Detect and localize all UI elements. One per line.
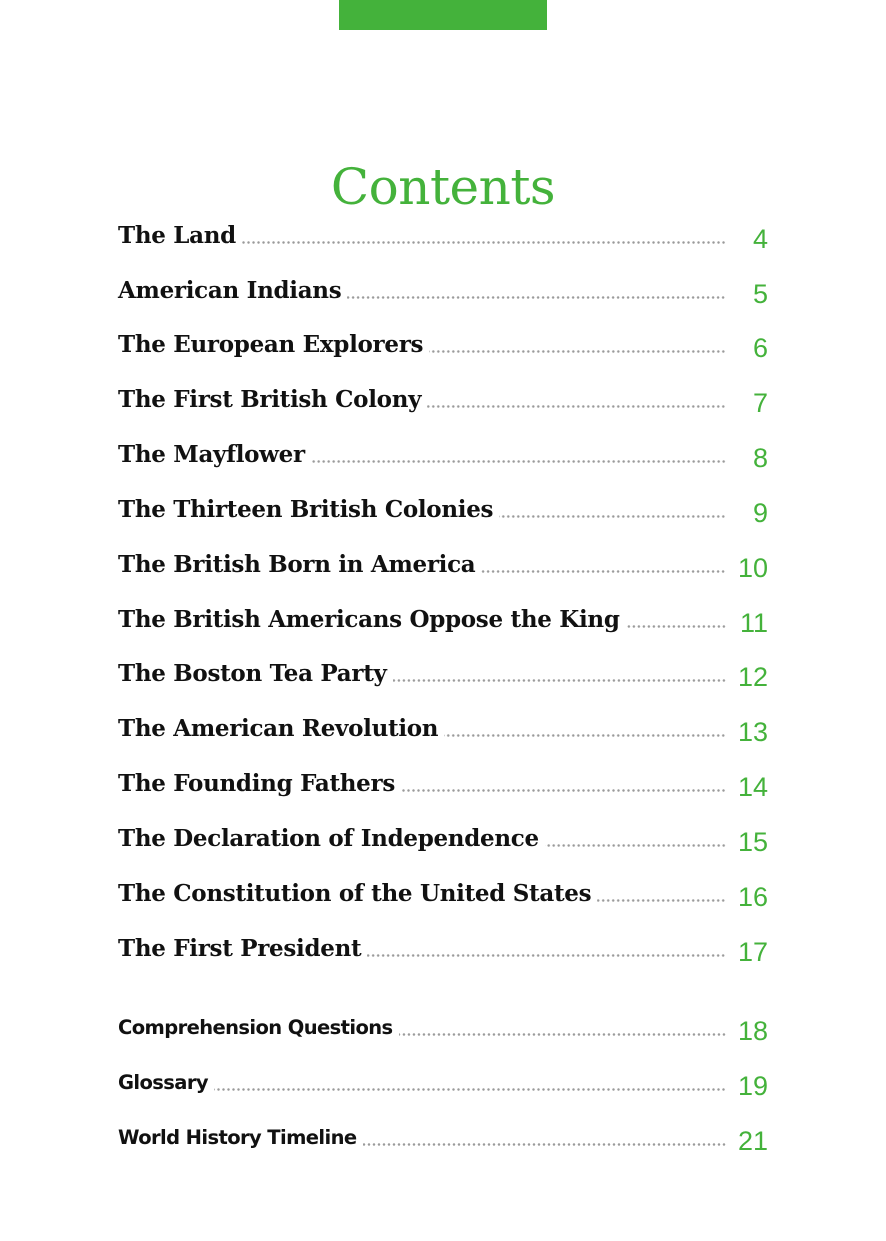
- toc-entry-title: The First British Colony: [118, 386, 422, 413]
- toc-entry-page: 21: [737, 1126, 768, 1156]
- toc-entry[interactable]: [118, 540, 768, 583]
- toc-entry-title: The British Born in America: [118, 551, 476, 578]
- toc-entry[interactable]: [118, 814, 768, 857]
- toc-entry-page: 7: [752, 388, 768, 418]
- toc-entry-title: The European Explorers: [118, 331, 424, 358]
- dot-leader: [401, 789, 726, 792]
- toc-entry[interactable]: [118, 595, 768, 638]
- dot-leader: [399, 1033, 726, 1036]
- toc-entry-page: 5: [752, 279, 768, 309]
- toc-entry-page: 9: [752, 498, 768, 528]
- toc-entry-page: 15: [737, 827, 768, 857]
- toc-entry[interactable]: [118, 320, 768, 363]
- toc-entry[interactable]: [118, 924, 768, 967]
- toc-back-matter-entry[interactable]: [118, 1058, 768, 1101]
- toc-entry-page: 10: [737, 553, 768, 583]
- toc-back-matter-entry[interactable]: [118, 1003, 768, 1046]
- toc-entry-title: Comprehension Questions: [118, 1016, 393, 1039]
- toc-entry-page: 4: [752, 224, 768, 254]
- toc-entry[interactable]: [118, 266, 768, 309]
- dot-leader: [347, 296, 726, 299]
- toc-entry-title: The Declaration of Independence: [118, 825, 539, 852]
- toc-entry-title: The Constitution of the United States: [118, 880, 592, 907]
- toc-entry-title: The First President: [118, 935, 362, 962]
- toc-entry-page: 16: [737, 882, 768, 912]
- dot-leader: [626, 625, 726, 628]
- toc-entry-page: 18: [737, 1016, 768, 1046]
- toc-entry-title: The American Revolution: [118, 715, 439, 742]
- dot-leader: [545, 844, 726, 847]
- dot-leader: [242, 241, 726, 244]
- dot-leader: [363, 1143, 726, 1146]
- toc-entry-page: 14: [737, 772, 768, 802]
- toc-entry-title: American Indians: [118, 277, 342, 304]
- toc-entry[interactable]: [118, 485, 768, 528]
- toc-entry-page: 12: [737, 662, 768, 692]
- dot-leader: [444, 734, 726, 737]
- toc-entry-page: 13: [737, 717, 768, 747]
- toc-back-matter-entry[interactable]: [118, 1113, 768, 1156]
- toc-entry[interactable]: [118, 759, 768, 802]
- dot-leader: [367, 954, 726, 957]
- toc-entry-page: 8: [752, 443, 768, 473]
- dot-leader: [597, 899, 726, 902]
- dot-leader: [214, 1088, 726, 1091]
- dot-leader: [429, 350, 726, 353]
- toc-entry-title: The Mayflower: [118, 441, 305, 468]
- toc-entry[interactable]: [118, 649, 768, 692]
- toc-entry[interactable]: [118, 869, 768, 912]
- toc-entry[interactable]: [118, 704, 768, 747]
- dot-leader: [481, 570, 726, 573]
- toc-entry[interactable]: [118, 375, 768, 418]
- toc-entry-title: The Land: [118, 222, 236, 249]
- dot-leader: [311, 460, 726, 463]
- toc-entry-page: 6: [752, 333, 768, 363]
- toc-entry-title: World History Timeline: [118, 1126, 357, 1149]
- toc-entry-title: Glossary: [118, 1071, 208, 1094]
- toc-entry-title: The British Americans Oppose the King: [118, 606, 620, 633]
- dot-leader: [393, 679, 726, 682]
- toc-entry-page: 19: [737, 1071, 768, 1101]
- toc-entry-page: 17: [737, 937, 768, 967]
- toc-entry-page: 11: [739, 608, 768, 638]
- dot-leader: [427, 405, 726, 408]
- toc-entry[interactable]: [118, 430, 768, 473]
- toc-entry[interactable]: [118, 211, 768, 254]
- dot-leader: [499, 515, 726, 518]
- toc-entry-title: The Founding Fathers: [118, 770, 395, 797]
- toc-entry-title: The Boston Tea Party: [118, 660, 387, 687]
- page-title: Contents: [330, 157, 556, 216]
- toc-entry-title: The Thirteen British Colonies: [118, 496, 494, 523]
